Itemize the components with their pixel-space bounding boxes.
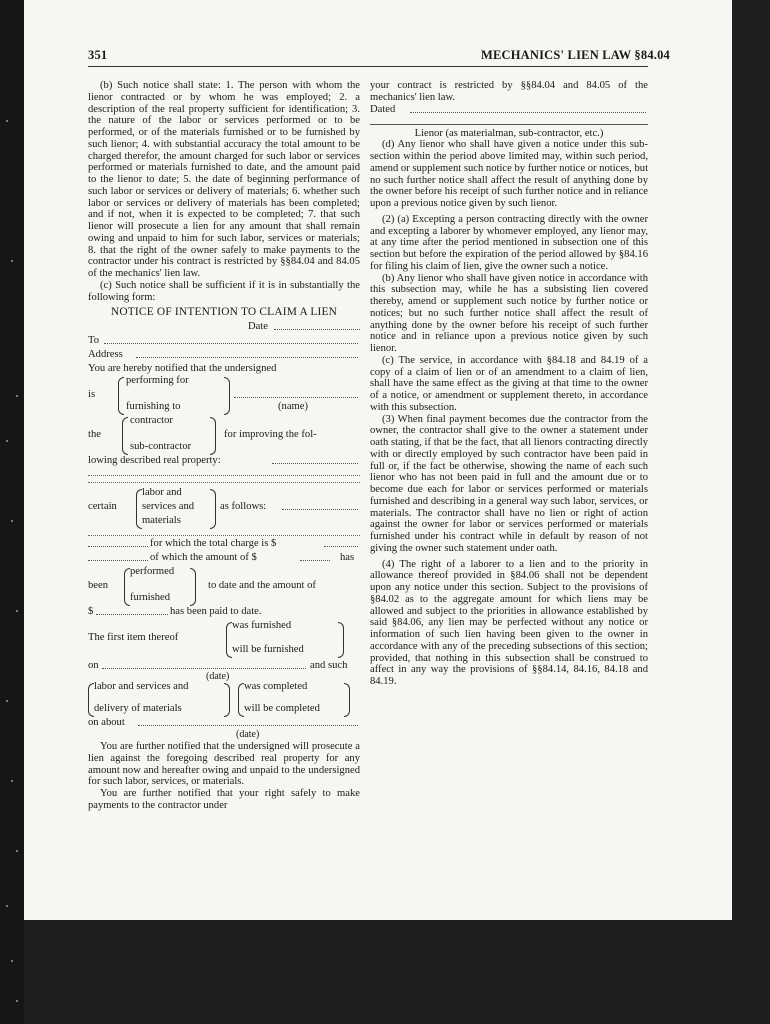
date-caption: (date)	[236, 729, 260, 740]
spine-speck	[11, 520, 13, 522]
dated-label: Dated	[370, 103, 396, 115]
notified-text: You are hereby notified that the undersigned	[88, 363, 277, 374]
form-heading: NOTICE OF INTENTION TO CLAIM A LIEN	[110, 306, 338, 319]
furnishing-to-option: furnishing to	[126, 401, 181, 412]
paragraph-d: (d) Any lienor who shall have given a notice under this sub-section within the period above limited may, within such period, amend or supplement such notice by further notice or notices, but no such further notice shall affect the result of anything done by the owner before his receipt of such further notice and in reliance upon a previous notice given by such lienor.	[370, 139, 649, 209]
form-amount-line	[88, 552, 360, 566]
right-brace	[210, 417, 216, 455]
left-column	[88, 80, 360, 812]
left-brace	[118, 377, 124, 415]
book-spine-shadow	[0, 0, 24, 1024]
paragraph-right-safely: You are further notified that your right safely to make payments to the contractor under	[88, 788, 360, 811]
date-label: Date	[248, 321, 268, 332]
lienor-caption: Lienor (as materialman, sub-contractor, etc.)	[414, 127, 604, 139]
delivery-materials-option: delivery of materials	[94, 703, 182, 714]
address-label: Address	[88, 349, 123, 360]
and-such-text: and such	[310, 660, 348, 671]
on-about-label: on about	[88, 717, 125, 728]
right-brace	[338, 622, 344, 658]
spine-speck	[16, 1000, 18, 1002]
spine-speck	[16, 610, 18, 612]
header-rule	[88, 66, 648, 67]
left-brace	[122, 417, 128, 455]
furnished-option: furnished	[130, 592, 171, 603]
form-date-caption-2	[88, 729, 360, 741]
will-be-furnished-option: will be furnished	[232, 644, 304, 655]
form-dated-line	[370, 104, 648, 118]
form-performing-block	[88, 375, 360, 415]
paragraph-3: (3) When final payment becomes due the contractor from the owner, the contractor shall give to the owner a statement under oath stating, if that be the fact, that all lienors contracting directly with or directly employed by such contractor have been paid in full or, if the fact be otherwise, showing the name of each such lienor who has not been paid in full and the amount due or to become due each for labor or services performed or materials furnished and describing in a general way such labor, services, or materials. The contractor shall have no lien or right of action against the owner for labor or services performed or materials furnished under his contract while in default by reason of not giving the owner such statement under oath.	[370, 413, 648, 554]
spine-speck	[6, 905, 8, 907]
has-text: has	[340, 552, 355, 563]
to-label: To	[88, 335, 100, 346]
middle-right-brace	[224, 683, 230, 717]
name-placeholder: (name)	[278, 401, 308, 412]
the-label: the	[88, 429, 101, 440]
page-number: 351	[88, 48, 108, 62]
property-text: lowing described real property:	[88, 455, 221, 466]
total-charge-text: for which the total charge is $	[150, 538, 277, 549]
was-completed-option: was completed	[244, 681, 308, 692]
labor-and-option: labor and	[142, 487, 182, 498]
property-blank-1	[88, 475, 360, 476]
form-completion-block	[88, 681, 360, 717]
paid-to-date-text: has been paid to date.	[170, 606, 262, 617]
spine-speck	[6, 700, 8, 702]
description-blank	[88, 535, 360, 536]
labor-services-option: labor and services and	[94, 681, 189, 692]
spine-speck	[6, 120, 8, 122]
sub-contractor-option: sub-contractor	[130, 441, 192, 452]
right-brace	[224, 377, 230, 415]
paragraph-restricted: your contract is restricted by §§84.04 and 84.05 of the mechanics' lien law.	[370, 80, 648, 103]
form-first-item-block	[88, 620, 360, 660]
is-label: is	[88, 389, 96, 400]
paragraph-c: (c) Such notice shall be sufficient if it is in substantially the following form:	[88, 279, 360, 303]
materials-option: materials	[142, 515, 181, 526]
on-label: on	[88, 660, 99, 671]
form-to-line	[88, 335, 360, 349]
property-blank-2	[88, 482, 360, 483]
been-label: been	[88, 580, 108, 591]
form-property-line	[88, 455, 360, 469]
paragraph-2c: (c) The service, in accordance with §84.18 and 84.19 of a copy of a claim of lien or of an amendment to a claim of lien, shall have the same effect as the giving at that time to the owner of a notice, or amendment or supplement thereto, in accordance with this subsection.	[370, 354, 648, 413]
form-notified-line	[88, 363, 360, 375]
spine-speck	[11, 260, 13, 262]
will-be-completed-option: will be completed	[244, 703, 320, 714]
contractor-option: contractor	[130, 415, 173, 426]
form-address-line	[88, 349, 360, 363]
date-caption: (date)	[206, 671, 230, 682]
form-total-charge-line	[88, 538, 360, 552]
form-performed-block	[88, 566, 360, 606]
certain-label: certain	[88, 501, 117, 512]
running-header: MECHANICS' LIEN LAW §84.04	[480, 48, 670, 62]
right-brace	[210, 489, 216, 529]
lienor-signature-line	[370, 124, 648, 125]
form-date-caption-1	[88, 671, 360, 681]
form-contractor-block	[88, 415, 360, 455]
spine-speck	[11, 960, 13, 962]
to-date-text: to date and the amount of	[208, 580, 316, 591]
performing-for-option: performing for	[126, 375, 189, 386]
paragraph-2b: (b) Any lienor who shall have given notice in accordance with this subsection may, while he has a subsisting lien covered thereby, amend or supplement such notice by further notice or notices; but no such further notice shall affect the result of anything done by the owner before his receipt of such further notice and in reliance upon a previous notice given by such lienor.	[370, 272, 648, 354]
dollar-sign: $	[88, 606, 94, 617]
paragraph-2a: (2) (a) Excepting a person contracting directly with the owner and excepting a laborer by whomever employed, any lienor may, at any time after the period mentioned in subsection one of this section but before the expiration of the period allowed by §84.16 for filing his claim of lien, give the owner such a notice.	[370, 213, 648, 272]
right-column	[370, 80, 648, 688]
performed-option: performed	[130, 566, 175, 577]
spine-speck	[16, 850, 18, 852]
first-item-text: The first item thereof	[88, 632, 179, 643]
form-paid-line	[88, 606, 360, 620]
services-and-option: services and	[142, 501, 195, 512]
form-labor-block	[88, 487, 360, 529]
spine-speck	[11, 780, 13, 782]
spine-speck	[6, 440, 8, 442]
paragraph-b: (b) Such notice shall state: 1. The person with whom the lienor contracted or by whom he was employed; 2. a description of the real property sufficient for identification; 3. the nature of the labor or services performed or to be performed, or of the materials furnished or to be furnished by such lienor; 4. with substantial accuracy the total amount to be charged therefor, the amount charged for such labor or services performed or materials furnished to date, and the amount paid to the lienor to date; 5. the date of beginning performance of such labor or services or delivery of materials; 6. whether such labor or services or delivery of materials has been completed; and if not, when it is expected to be completed; 7. that such lienor will prosecute a lien for any amount that shall remain owing and unpaid to him for such labor, services or materials; 8. that the right of the owner safely to make payments to the contractor under his contract is restricted by §§84.04 and 84.05 of the mechanics' lien law.	[88, 80, 360, 279]
as-follows-text: as follows:	[220, 501, 267, 512]
right-brace	[344, 683, 350, 717]
improving-text: for improving the fol-	[224, 429, 317, 440]
paragraph-further-notice: You are further notified that the undersigned will prosecute a lien against the foregoing described real property for any amount now and hereafter owing and unpaid to the undersigned for such labor, services, or materials.	[88, 741, 360, 788]
right-brace	[190, 568, 196, 606]
of-which-text: of which the amount of $	[150, 552, 257, 563]
paragraph-4: (4) The right of a laborer to a lien and to the priority in allowance thereof provided in §84.06 shall not be dependent upon any notice under this section. Subject to the provisions of §84.02 as to the aggregate amount for which liens may be allowed and subject to the priorities in allowance established by said §84.06, any lien may be perfected without any notice or information of such lien having been given to the owner in accordance with any of the preceding subsections of this section; provided, that nothing in this subsection shall be construed to affect in any way the provisions of §§84.14, 84.16, 84.18 and 84.19.	[370, 558, 648, 687]
spine-speck	[16, 395, 18, 397]
form-date-line	[88, 321, 360, 335]
was-furnished-option: was furnished	[232, 620, 292, 631]
